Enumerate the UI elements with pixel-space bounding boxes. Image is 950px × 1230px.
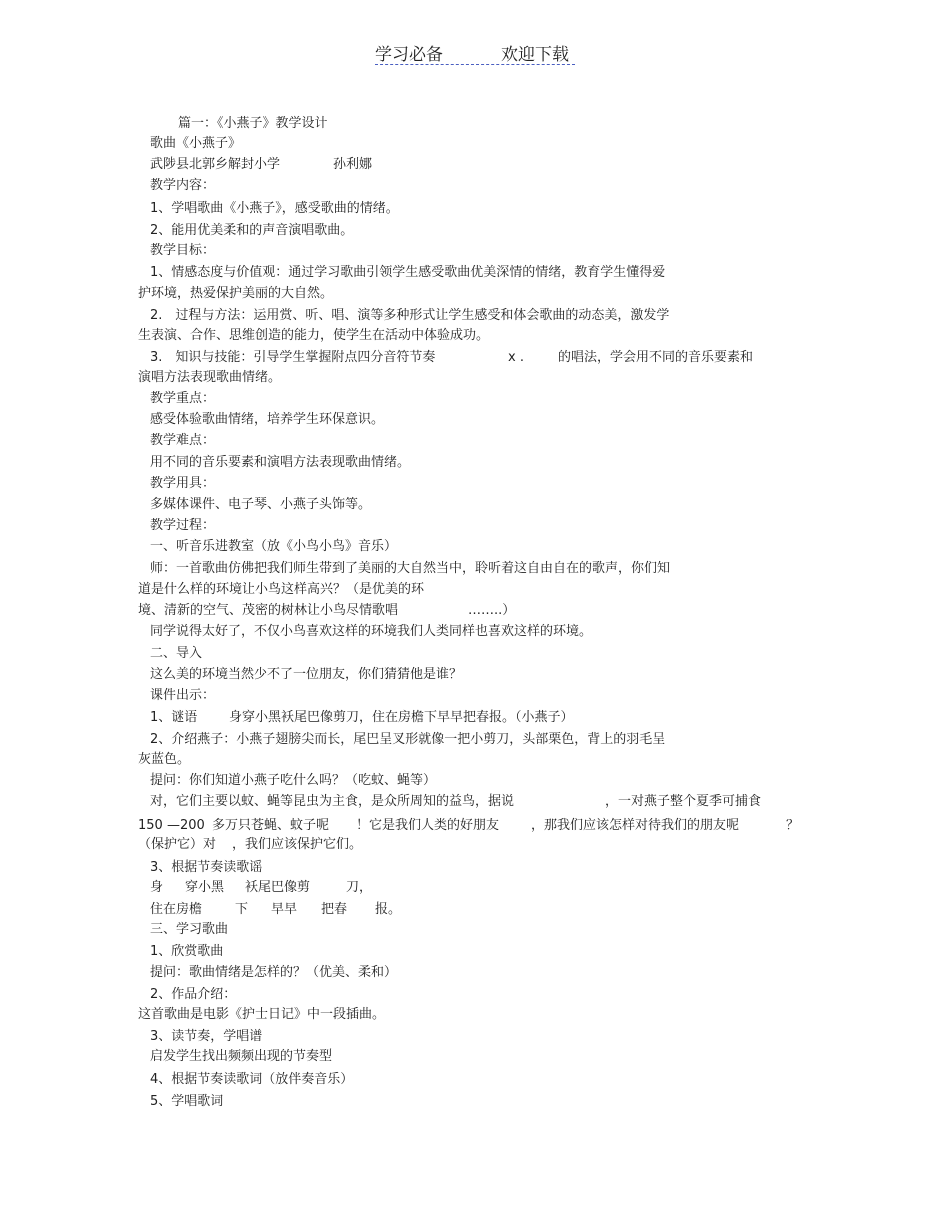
text-line: 孙利娜 xyxy=(333,157,373,172)
text-line: ！它是我们人类的好朋友 xyxy=(356,818,500,833)
text-line: ？ xyxy=(786,818,800,833)
text-line: x . xyxy=(508,350,524,365)
text-line: （保护它）对 xyxy=(138,837,217,852)
text-line: 2. 过程与方法：运用赏、听、唱、演等多种形式让学生感受和体会歌曲的动态美，激发学 xyxy=(150,308,670,323)
text-line: 武陟县北郭乡解封小学 xyxy=(150,157,281,172)
text-line: 1、谜语 xyxy=(150,710,198,725)
text-line: 教学过程： xyxy=(150,518,216,533)
text-line: 2、能用优美柔和的声音演唱歌曲。 xyxy=(150,223,354,238)
page-header xyxy=(375,40,575,65)
header-right-text: 欢迎下载 xyxy=(501,45,569,65)
text-line: 袄尾巴像剪 xyxy=(245,880,311,895)
text-line: 教学难点： xyxy=(150,433,216,448)
text-line: 3、根据节奏读歌谣 xyxy=(150,860,263,875)
text-line: 境、清新的空气、茂密的树林让小鸟尽情歌唱 xyxy=(138,603,399,618)
text-line: 灰蓝色。 xyxy=(138,752,191,767)
text-line: 生表演、合作、思维创造的能力，使学生在活动中体验成功。 xyxy=(138,328,490,343)
text-line: 护环境，热爱保护美丽的大自然。 xyxy=(138,286,334,301)
text-line: 师：一首歌曲仿佛把我们师生带到了美丽的大自然当中，聆听着这自由自在的歌声，你们知 xyxy=(150,561,671,576)
text-line: 提问：你们知道小燕子吃什么吗？（吃蚊、蝇等） xyxy=(150,773,437,788)
text-line: 5、学唱歌词 xyxy=(150,1094,224,1109)
text-line: ，我们应该保护它们。 xyxy=(232,837,363,852)
text-line: 刀， xyxy=(346,880,373,895)
text-line: 穿小黑 xyxy=(185,880,225,895)
text-line: 教学目标： xyxy=(150,243,216,258)
text-line: 2、介绍燕子：小燕子翅膀尖而长，尾巴呈叉形就像一把小剪刀，头部栗色，背上的羽毛呈 xyxy=(150,732,666,747)
text-line: 启发学生找出频频出现的节奏型 xyxy=(150,1049,333,1064)
text-line: 4、根据节奏读歌词（放伴奏音乐） xyxy=(150,1072,354,1087)
text-line: 感受体验歌曲情绪，培养学生环保意识。 xyxy=(150,412,385,427)
text-line: 这么美的环境当然少不了一位朋友，你们猜猜他是谁？ xyxy=(150,667,463,682)
text-line: 歌曲《小燕子》 xyxy=(150,136,242,151)
text-line: 把春 xyxy=(321,902,348,917)
text-line: 道是什么样的环境让小鸟这样高兴？（是优美的环 xyxy=(138,582,425,597)
text-line: 这首歌曲是电影《护士日记》中一段插曲。 xyxy=(138,1007,386,1022)
text-line: 的唱法，学会用不同的音乐要素和 xyxy=(558,350,754,365)
text-line: ，那我们应该怎样对待我们的朋友呢 xyxy=(531,818,740,833)
text-line: 1、情感态度与价值观：通过学习歌曲引领学生感受歌曲优美深情的情绪，教育学生懂得爱 xyxy=(150,265,666,280)
text-line: 身 xyxy=(150,880,164,895)
text-line: 教学内容： xyxy=(150,178,216,193)
text-line: 住在房檐 xyxy=(150,902,203,917)
header-left-text: 学习必备 xyxy=(375,45,443,65)
text-line: 早早 xyxy=(271,902,298,917)
text-line: 教学重点： xyxy=(150,391,216,406)
text-line: 教学用具： xyxy=(150,476,216,491)
text-line: 下 xyxy=(235,902,249,917)
text-line: 对，它们主要以蚊、蝇等昆虫为主食，是众所周知的益鸟，据说 xyxy=(150,794,515,809)
text-line: 多万只苍蝇、蚊子呢 xyxy=(212,818,330,833)
text-line: 篇一：《小燕子》教学设计 xyxy=(178,116,328,131)
text-line: 3、读节奏，学唱谱 xyxy=(150,1029,263,1044)
text-line: 1、学唱歌曲《小燕子》，感受歌曲的情绪。 xyxy=(150,201,399,216)
text-line: 报。 xyxy=(375,902,402,917)
text-line: 演唱方法表现歌曲情绪。 xyxy=(138,370,282,385)
text-line: 课件出示： xyxy=(150,688,216,703)
text-line: 3. 知识与技能：引导学生掌握附点四分音符节奏 xyxy=(150,350,436,365)
text-line: 同学说得太好了，不仅小鸟喜欢这样的环境我们人类同样也喜欢这样的环境。 xyxy=(150,624,593,639)
text-line: ……..） xyxy=(468,603,516,618)
text-line: 1、欣赏歌曲 xyxy=(150,944,224,959)
text-line: 用不同的音乐要素和演唱方法表现歌曲情绪。 xyxy=(150,455,411,470)
text-line: 多媒体课件、电子琴、小燕子头饰等。 xyxy=(150,497,372,512)
text-line: 三、学习歌曲 xyxy=(150,922,229,937)
text-line: 提问：歌曲情绪是怎样的？（优美、柔和） xyxy=(150,965,398,980)
text-line: 2、作品介绍： xyxy=(150,987,237,1002)
text-line: 二、导入 xyxy=(150,646,203,661)
text-line: 150 —200 xyxy=(138,818,205,833)
text-line: 身穿小黑袄尾巴像剪刀，住在房檐下早早把春报。（小燕子） xyxy=(229,710,574,725)
text-line: 一、听音乐进教室（放《小鸟小鸟》音乐） xyxy=(150,539,398,554)
text-line: ，一对燕子整个夏季可捕食 xyxy=(605,794,762,809)
